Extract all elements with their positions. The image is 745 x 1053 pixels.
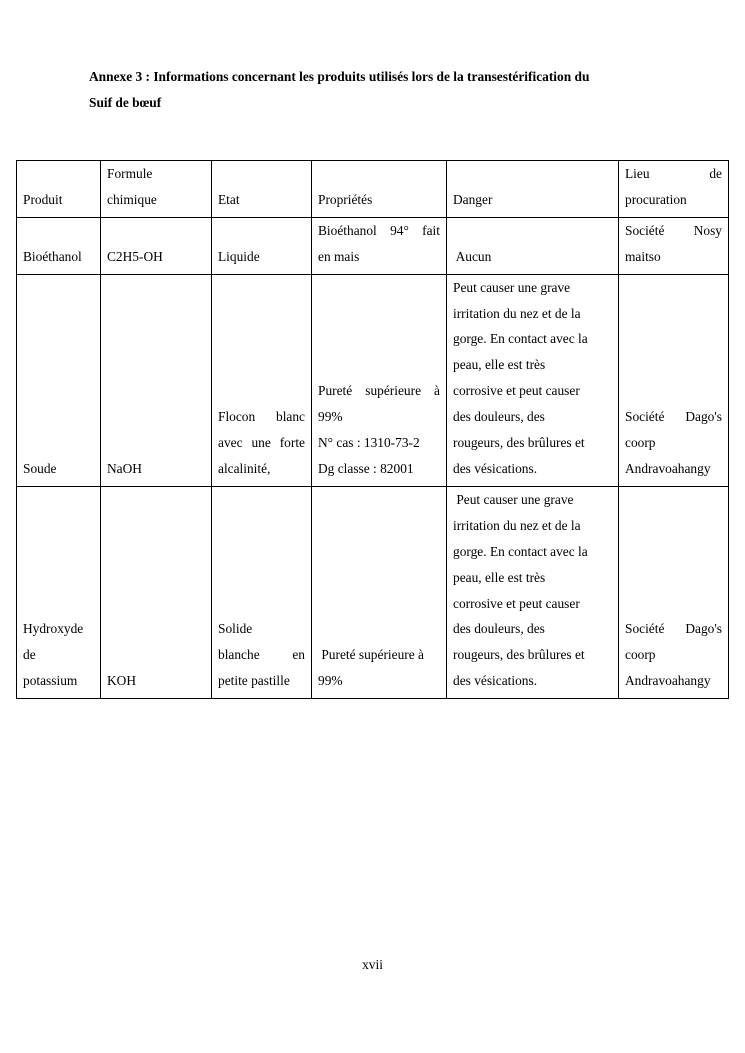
table-row bbox=[17, 486, 729, 698]
cell-lieu: Société Nosy maitso bbox=[619, 217, 729, 274]
cell-danger: Peut causer une grave irritation du nez et de la gorge. En contact avec la peau, elle est très corrosive et peut causer des douleurs, des rougeurs, des brûlures et des vésications. bbox=[447, 486, 619, 698]
cell-etat: Liquide bbox=[212, 217, 312, 274]
annex-title bbox=[89, 64, 689, 116]
cell-proprietes: Pureté supérieure à 99% N° cas : 1310-73-2 Dg classe : 82001 bbox=[312, 274, 447, 486]
cell-formule: C2H5-OH bbox=[101, 217, 212, 274]
header-danger: Danger bbox=[447, 161, 619, 218]
table-row bbox=[17, 217, 729, 274]
products-table bbox=[16, 160, 729, 699]
cell-danger: Aucun bbox=[447, 217, 619, 274]
cell-proprietes: Pureté supérieure à 99% bbox=[312, 486, 447, 698]
annex-title-line-1: Annexe 3 : Informations concernant les produits utilisés lors de la transestérification du bbox=[89, 69, 590, 84]
header-proprietes: Propriétés bbox=[312, 161, 447, 218]
cell-etat: Solide blanche en petite pastille bbox=[212, 486, 312, 698]
cell-lieu: Société Dago's coorp Andravoahangy bbox=[619, 486, 729, 698]
header-formule: Formule chimique bbox=[101, 161, 212, 218]
cell-produit: Hydroxyde de potassium bbox=[17, 486, 101, 698]
header-produit: Produit bbox=[17, 161, 101, 218]
cell-etat: Flocon blanc avec une forte alcalinité, bbox=[212, 274, 312, 486]
cell-formule: KOH bbox=[101, 486, 212, 698]
cell-produit: Bioéthanol bbox=[17, 217, 101, 274]
header-etat: Etat bbox=[212, 161, 312, 218]
cell-produit: Soude bbox=[17, 274, 101, 486]
page-number: xvii bbox=[362, 957, 383, 972]
cell-formule: NaOH bbox=[101, 274, 212, 486]
table-header-row bbox=[17, 161, 729, 218]
annex-title-line-2: Suif de bœuf bbox=[89, 95, 162, 110]
cell-danger: Peut causer une grave irritation du nez et de la gorge. En contact avec la peau, elle est très corrosive et peut causer des douleurs, des rougeurs, des brûlures et des vésications. bbox=[447, 274, 619, 486]
header-lieu: Lieu de procuration bbox=[619, 161, 729, 218]
cell-lieu: Société Dago's coorp Andravoahangy bbox=[619, 274, 729, 486]
cell-proprietes: Bioéthanol 94° fait en mais bbox=[312, 217, 447, 274]
table-row bbox=[17, 274, 729, 486]
